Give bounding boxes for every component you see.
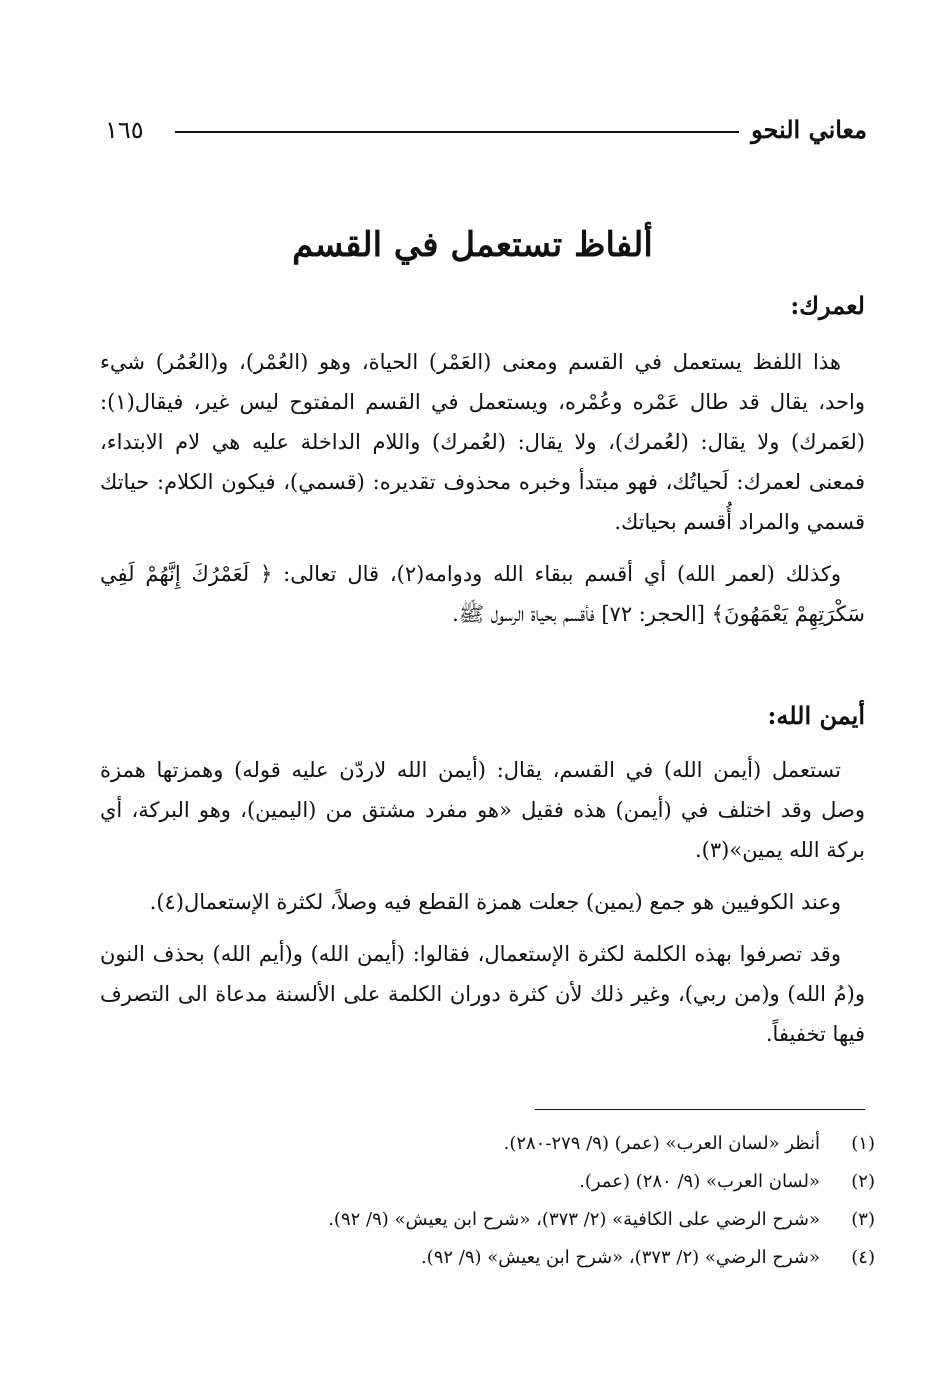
paragraph: تستعمل (أيمن الله) في القسم، يقال: (أيمن الله لاردّن عليه قوله) وهمزتها همزة وصل وقد اختلف في (أيمن) هذه فقيل «هو مفرد مشتق من (اليمين)، وهو البركة، أي بركة الله يمين»(٣).	[100, 758, 865, 862]
section-heading-ayman-allah: أيمن الله:	[767, 701, 865, 730]
footnote-number: (٣)	[851, 1209, 875, 1230]
footnote-number: (٢)	[851, 1171, 875, 1192]
paragraph: وكذلك (لعمر الله) أي أقسم ببقاء الله ودوامه(٢)، قال تعالى: ﴿ لَعَمْرُكَ إِنَّهُمْ لَفِي سَكْرَتِهِمْ يَعْمَهُونَ﴾ [الحجر: ٧٢] فأقسم بحياة الرسول ﷺ.	[100, 562, 865, 626]
paragraph: وعند الكوفيين هو جمع (يمين) جعلت همزة القطع فيه وصلاً، لكثرة الإستعمال(٤).	[149, 890, 841, 914]
footnote	[100, 1125, 875, 1163]
section-heading-laamruk: لعمرك:	[790, 291, 865, 320]
footnote-text: «شرح الرضي» (٢/ ٣٧٣)، «شرح ابن يعيش» (٩/ ٩٢).	[420, 1247, 820, 1268]
running-title: معاني النحو	[751, 115, 867, 144]
footnote	[100, 1163, 875, 1201]
footnote-text: «شرح الرضي على الكافية» (٢/ ٣٧٣)، «شرح ابن يعيش» (٩/ ٩٢).	[328, 1209, 820, 1230]
footnote-number: (٤)	[851, 1247, 875, 1268]
chapter-title: ألفاظ تستعمل في القسم	[292, 225, 653, 265]
section-body-laamruk	[100, 342, 865, 634]
footnote	[100, 1239, 875, 1277]
running-header	[105, 112, 867, 148]
footnotes	[100, 1125, 875, 1277]
page-number: ١٦٥	[105, 116, 144, 144]
footnote-text: «لسان العرب» (٩/ ٢٨٠) (عمر).	[579, 1171, 820, 1192]
paragraph: وقد تصرفوا بهذه الكلمة لكثرة الإستعمال، فقالوا: (أيمن الله) و(أيم الله) بحذف النون و(مُ الله) و(من ربي)، وغير ذلك لأن كثرة دوران الكلمة على الألسنة مدعاة الى التصرف فيها تخفيفاً.	[100, 942, 865, 1046]
section-body-ayman-allah	[100, 750, 865, 1054]
footnote-rule	[535, 1109, 865, 1110]
footnote-number: (١)	[851, 1133, 875, 1154]
header-rule	[175, 131, 739, 133]
footnote-text: أنظر «لسان العرب» (عمر) (٩/ ٢٧٩-٢٨٠).	[503, 1133, 820, 1154]
paragraph: هذا اللفظ يستعمل في القسم ومعنى (العَمْر) الحياة، وهو (العُمْر)، و(العُمُر) شيء واحد، يقال قد طال عَمْره وعُمْره، ويستعمل في القسم المفتوح ليس غير، فيقال(١): (لعَمرك) ولا يقال: (لعُمرك)، ولا يقال: (لعُمرك) واللام الداخلة عليه هي لام الابتداء، فمعنى لعمرك: لَحياتُك، فهو مبتدأ وخبره محذوف تقديره: (قسمي)، فيكون الكلام: حياتك قسمي والمراد أُقسم بحياتك.	[100, 350, 865, 534]
footnote	[100, 1201, 875, 1239]
